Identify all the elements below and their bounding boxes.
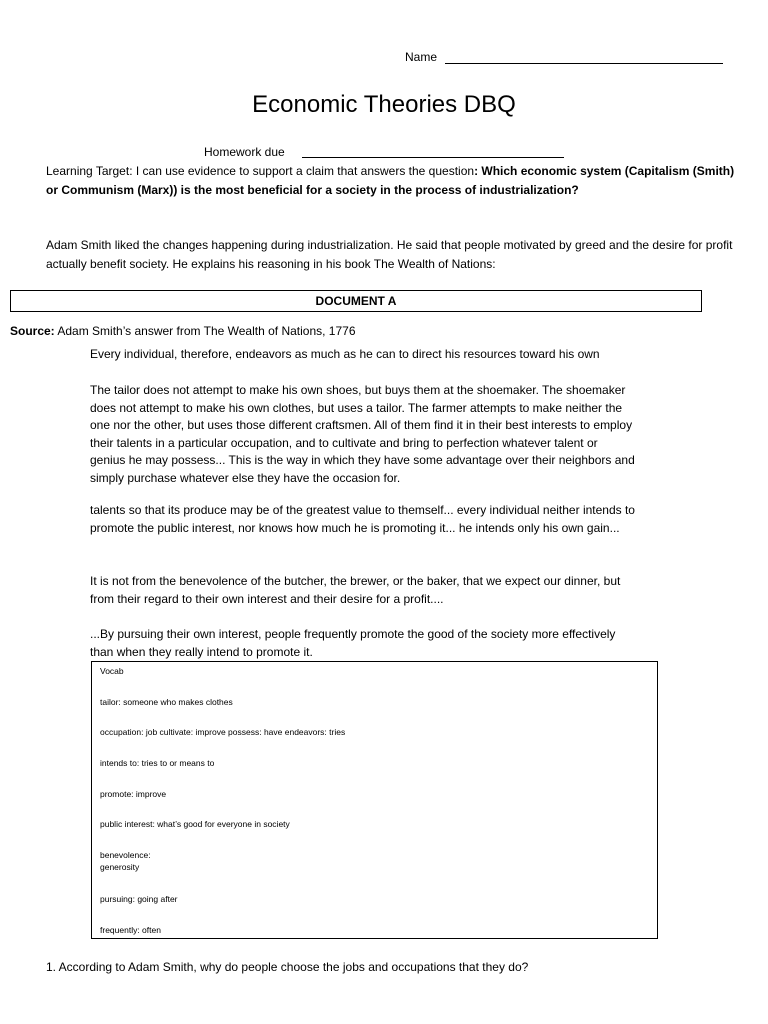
source-label: Source:: [10, 324, 55, 338]
vocab-item: occupation: job cultivate: improve possess: have endeavors: tries: [100, 727, 346, 737]
learning-target-question: : Which economic system (Capitalism (Smith) or Communism (Marx)) is the most beneficial for a society in the process of industrialization?: [46, 164, 735, 197]
vocab-item: intends to: tries to or means to: [100, 758, 215, 768]
vocab-item: tailor: someone who makes clothes: [100, 697, 233, 707]
learning-target-label: Learning Target: [46, 164, 130, 178]
vocab-item: generosity: [100, 862, 140, 872]
vocab-item: frequently: often: [100, 925, 161, 935]
quote-paragraph: Every individual, therefore, endeavors as much as he can to direct his resources toward his own: [90, 347, 600, 361]
learning-target: [46, 162, 736, 200]
vocab-item: benevolence:: [100, 850, 151, 860]
vocab-item: promote: improve: [100, 789, 167, 799]
vocab-box: [91, 661, 658, 939]
document-a-heading: DOCUMENT A: [10, 290, 702, 312]
homework-label: Homework due: [204, 145, 285, 159]
quote-paragraph: It is not from the benevolence of the butcher, the brewer, or the baker, that we expect our dinner, but from their regard to their own interest and their desire for a profit....: [90, 574, 621, 606]
intro-paragraph: Adam Smith liked the changes happening during industrialization. He said that people motivated by greed and the desire for profit actually benefit society. He explains his reasoning in his book The Wealth of Nations:: [46, 238, 733, 271]
quote-paragraph: talents so that its produce may be of the greatest value to themself... every individual neither intends to promote the public interest, nor knows how much he is promoting it... he intends only his own gain...: [90, 503, 635, 535]
vocab-item: pursuing: going after: [100, 894, 178, 904]
source-text: Adam Smith’s answer from The Wealth of Nations, 1776: [54, 324, 356, 338]
quote-paragraph: The tailor does not attempt to make his own shoes, but buys them at the shoemaker. The shoemaker does not attempt to make his own clothes, but uses a tailor. The farmer attempts to make neither the one nor the other, but uses those different craftsmen. All of them find it in their best interests to employ their talents in a particular occupation, and to cultivate and bring to perfection whatever talent or genius he may possess... This is the way in which they have some advantage over their neighbors and simply purchase whatever else they have the occasion for.: [90, 383, 635, 485]
quote-paragraph: ...By pursuing their own interest, people frequently promote the good of the society more effectively than when they really intend to promote it.: [90, 627, 616, 659]
learning-target-text: : I can use evidence to support a claim that answers the question: [129, 164, 475, 178]
homework-due-field[interactable]: [302, 157, 564, 158]
name-field[interactable]: [445, 63, 723, 64]
vocab-item: public interest: what’s good for everyone in society: [100, 819, 290, 829]
document-source: [10, 322, 356, 340]
page-title: Economic Theories DBQ: [252, 91, 516, 118]
name-label: Name: [405, 50, 438, 64]
vocab-heading: Vocab: [100, 666, 124, 676]
question-1: 1. According to Adam Smith, why do people choose the jobs and occupations that they do?: [46, 960, 529, 974]
